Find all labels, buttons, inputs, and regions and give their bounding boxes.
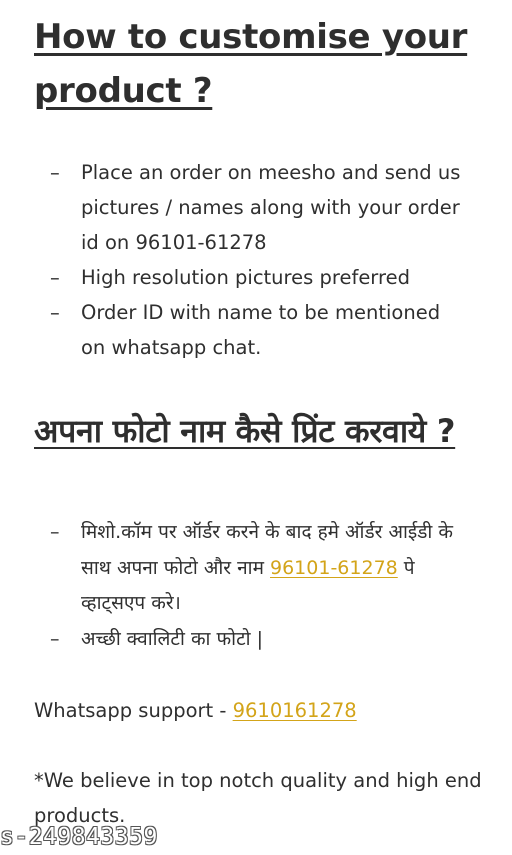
list-item <box>50 155 470 260</box>
list-item <box>50 515 470 622</box>
bullet-dash: – <box>50 301 60 324</box>
english-heading <box>34 10 474 118</box>
support-number-link[interactable]: 9610161278 <box>232 699 357 722</box>
support-label: Whatsapp support - <box>34 699 233 722</box>
whatsapp-number-link[interactable]: 96101-61278 <box>270 556 398 579</box>
bullet-dash: – <box>50 161 60 184</box>
bullet-dash: – <box>50 627 60 650</box>
list-item-text: High resolution pictures preferred <box>81 266 410 289</box>
list-item-text: Place an order on meesho and send us pictures / names along with your order id on 96101-61278 <box>81 161 461 254</box>
list-item <box>50 622 470 658</box>
list-item-suffix: पे व्हाट्सएप करे। <box>81 556 415 614</box>
quality-note: *We believe in top notch quality and high end products. <box>34 769 482 827</box>
list-item-text: अच्छी क्वालिटी का फोटो | <box>81 627 264 650</box>
bullet-dash: – <box>50 521 60 543</box>
english-heading-text: How to customise your product ? <box>34 17 468 111</box>
list-item <box>50 295 470 365</box>
bullet-dash: – <box>50 266 60 289</box>
list-item-text: Order ID with name to be mentioned on whatsapp chat. <box>81 301 441 359</box>
hindi-heading-text: अपना फोटो नाम कैसे प्रिंट करवाये ? <box>34 412 456 450</box>
watermark: s-249843359 <box>0 824 158 850</box>
list-item-text: मिशो.कॉम पर ऑर्डर करने के बाद हमे ऑर्डर आईडी के साथ अपना फोटो और नाम <box>81 521 453 579</box>
whatsapp-support-line <box>34 693 484 728</box>
hindi-instruction-list <box>50 515 470 657</box>
hindi-heading <box>34 404 474 458</box>
english-instruction-list <box>50 155 470 365</box>
list-item <box>50 260 470 295</box>
